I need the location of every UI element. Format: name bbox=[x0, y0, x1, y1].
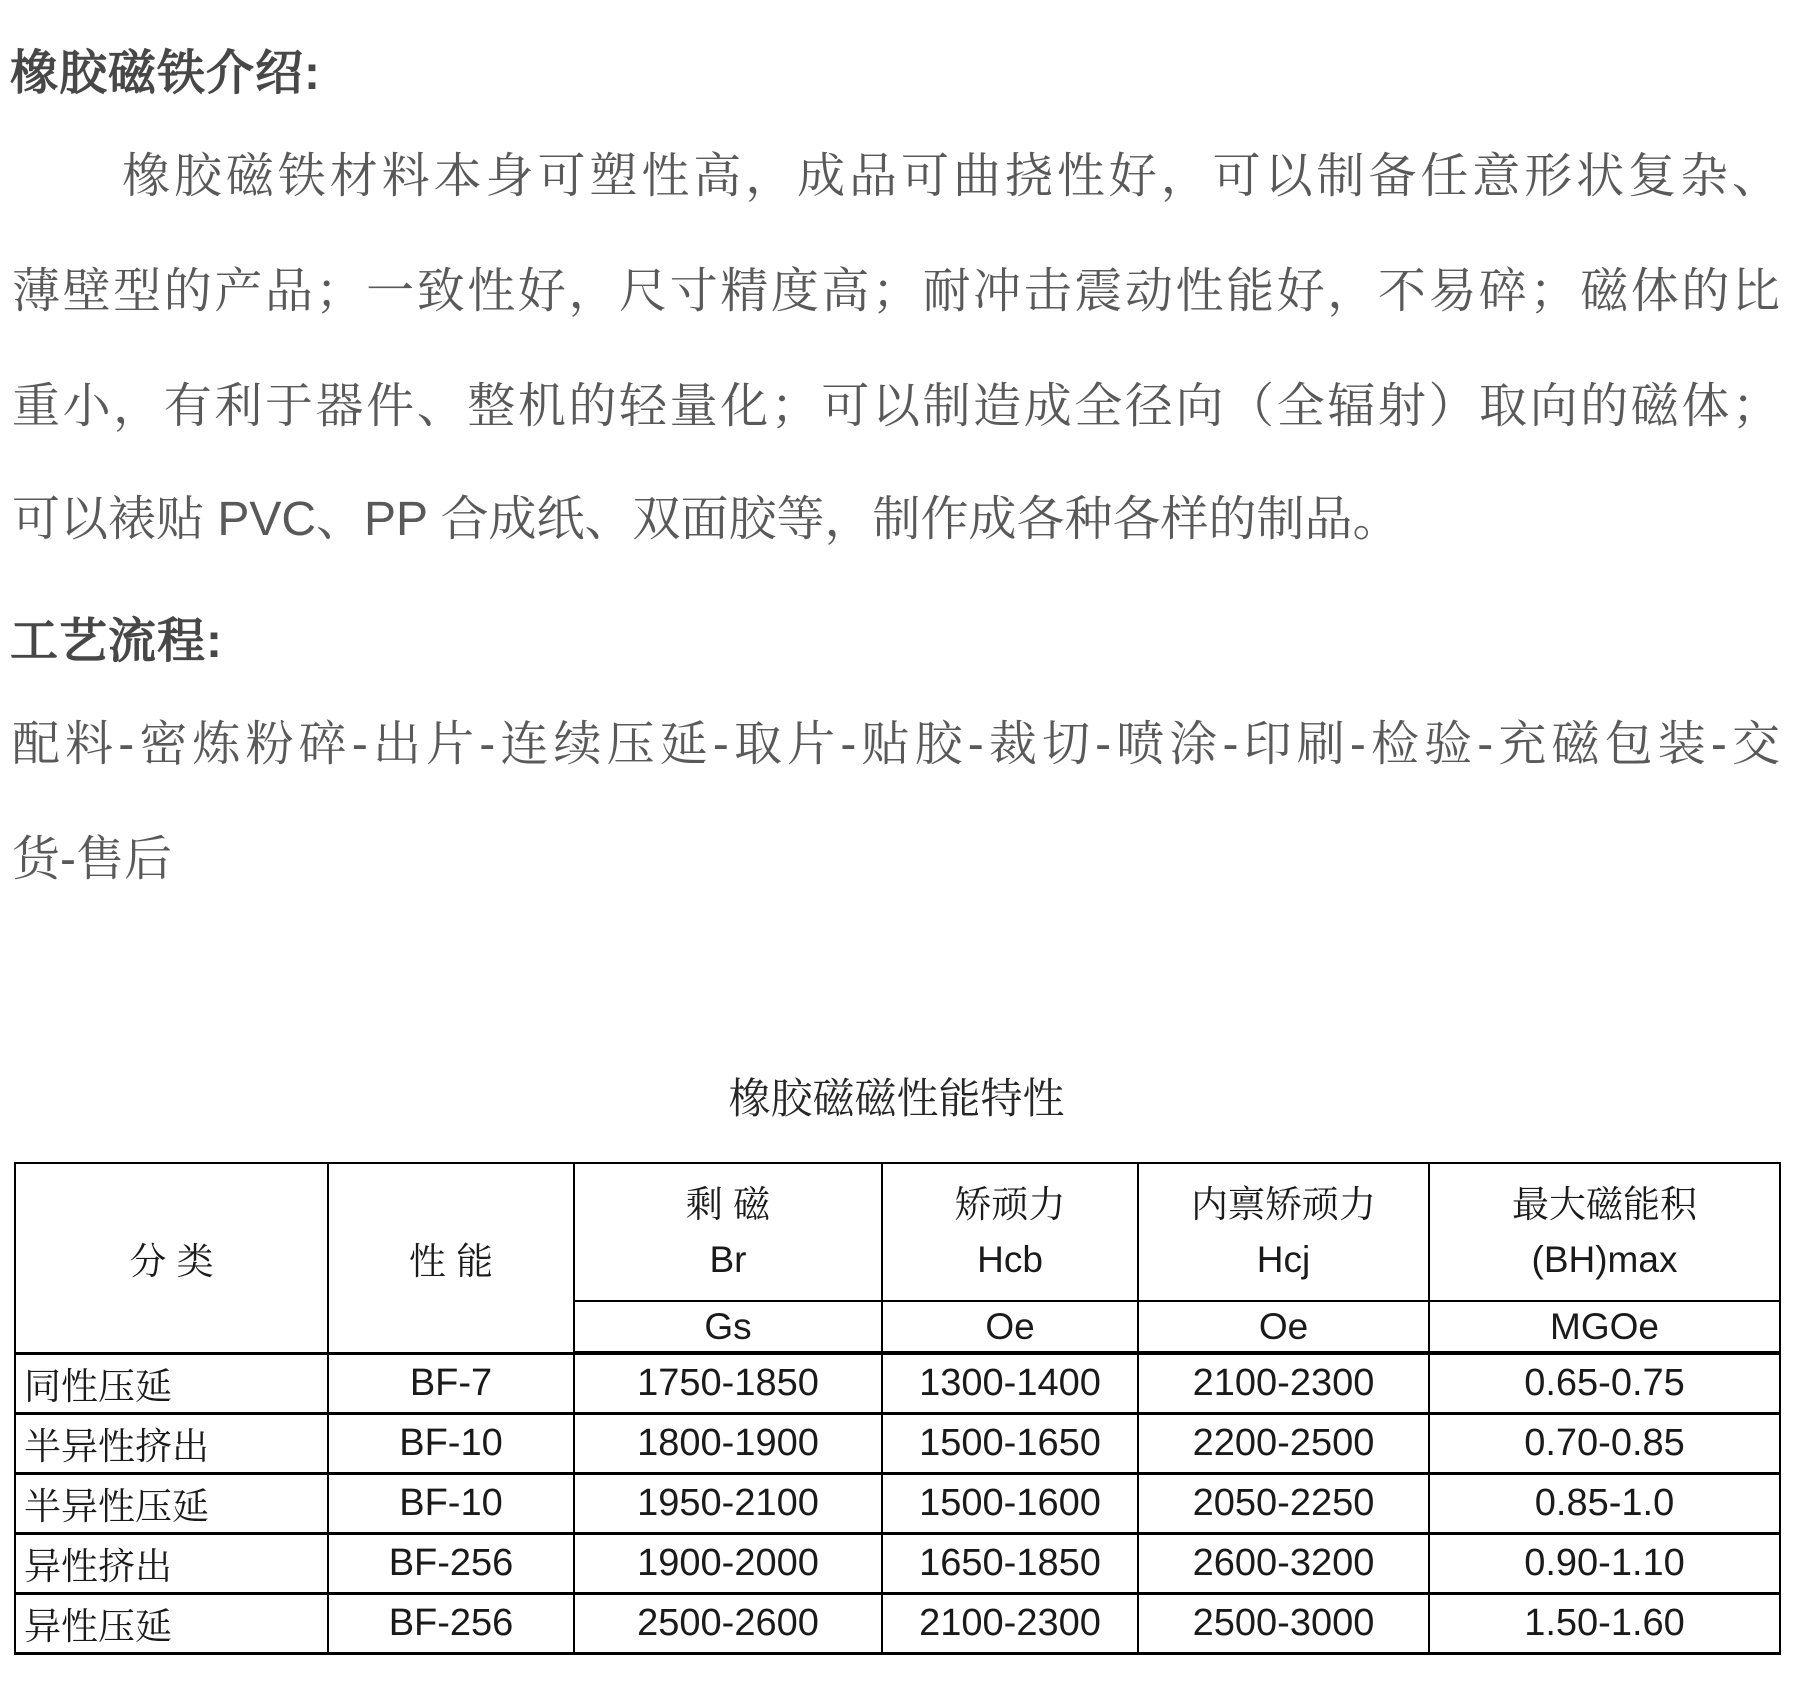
unit-br: Gs bbox=[574, 1301, 882, 1353]
intro-line-3: 重小，有利于器件、整机的轻量化；可以制造成全径向（全辐射）取向的磁体； bbox=[12, 380, 1780, 433]
table-row bbox=[15, 1593, 1780, 1653]
intro-line-1: 橡胶磁铁材料本身可塑性高，成品可曲挠性好，可以制备任意形状复杂、 bbox=[122, 150, 1780, 203]
table-header-row bbox=[15, 1163, 1780, 1301]
cell-hcb: 1650-1850 bbox=[882, 1533, 1138, 1593]
cell-classification: 同性压延 bbox=[15, 1353, 328, 1413]
col-header-hcb-symbol: Hcb bbox=[977, 1239, 1043, 1280]
cell-bhmax: 0.70-0.85 bbox=[1429, 1413, 1780, 1473]
col-header-hcj bbox=[1138, 1163, 1429, 1301]
cell-grade: BF-7 bbox=[328, 1353, 574, 1413]
cell-hcj: 2050-2250 bbox=[1138, 1473, 1429, 1533]
col-header-br bbox=[574, 1163, 882, 1301]
table-row bbox=[15, 1353, 1780, 1413]
cell-hcj: 2500-3000 bbox=[1138, 1593, 1429, 1653]
cell-hcb: 2100-2300 bbox=[882, 1593, 1138, 1653]
col-header-performance: 性 能 bbox=[328, 1163, 574, 1353]
intro-heading: 橡胶磁铁介绍: bbox=[10, 47, 321, 100]
cell-hcj: 2100-2300 bbox=[1138, 1353, 1429, 1413]
cell-br: 1800-1900 bbox=[574, 1413, 882, 1473]
cell-br: 1950-2100 bbox=[574, 1473, 882, 1533]
col-header-hcb-name: 矫顽力 bbox=[954, 1183, 1066, 1225]
unit-hcb: Oe bbox=[882, 1301, 1138, 1353]
col-header-br-name: 剩 磁 bbox=[685, 1183, 771, 1225]
col-header-br-symbol: Br bbox=[709, 1239, 747, 1280]
col-header-classification: 分 类 bbox=[15, 1163, 328, 1353]
magnetic-properties-table bbox=[14, 1162, 1781, 1655]
col-header-bhmax-name: 最大磁能积 bbox=[1512, 1183, 1697, 1225]
table-row bbox=[15, 1473, 1780, 1533]
cell-grade: BF-256 bbox=[328, 1533, 574, 1593]
cell-grade: BF-10 bbox=[328, 1473, 574, 1533]
cell-classification: 异性压延 bbox=[15, 1593, 328, 1653]
process-heading: 工艺流程: bbox=[10, 615, 223, 668]
col-header-bhmax bbox=[1429, 1163, 1780, 1301]
cell-hcj: 2200-2500 bbox=[1138, 1413, 1429, 1473]
cell-bhmax: 1.50-1.60 bbox=[1429, 1593, 1780, 1653]
cell-classification: 异性挤出 bbox=[15, 1533, 328, 1593]
intro-line-2: 薄壁型的产品；一致性好，尺寸精度高；耐冲击震动性能好，不易碎；磁体的比 bbox=[12, 265, 1780, 318]
col-header-bhmax-symbol: (BH)max bbox=[1531, 1239, 1678, 1280]
cell-grade: BF-10 bbox=[328, 1413, 574, 1473]
col-header-hcj-name: 内禀矫顽力 bbox=[1191, 1183, 1376, 1225]
process-line-1: 配料-密炼粉碎-出片-连续压延-取片-贴胶-裁切-喷涂-印刷-检验-充磁包装-交 bbox=[12, 718, 1780, 771]
cell-bhmax: 0.85-1.0 bbox=[1429, 1473, 1780, 1533]
cell-classification: 半异性压延 bbox=[15, 1473, 328, 1533]
unit-hcj: Oe bbox=[1138, 1301, 1429, 1353]
cell-hcj: 2600-3200 bbox=[1138, 1533, 1429, 1593]
cell-br: 2500-2600 bbox=[574, 1593, 882, 1653]
cell-grade: BF-256 bbox=[328, 1593, 574, 1653]
cell-hcb: 1500-1650 bbox=[882, 1413, 1138, 1473]
table-row bbox=[15, 1533, 1780, 1593]
intro-line-4: 可以裱贴 PVC、PP 合成纸、双面胶等，制作成各种各样的制品。 bbox=[12, 493, 1401, 546]
col-header-hcb bbox=[882, 1163, 1138, 1301]
table-row bbox=[15, 1413, 1780, 1473]
cell-hcb: 1500-1600 bbox=[882, 1473, 1138, 1533]
cell-classification: 半异性挤出 bbox=[15, 1413, 328, 1473]
col-header-hcj-symbol: Hcj bbox=[1256, 1239, 1311, 1280]
cell-bhmax: 0.90-1.10 bbox=[1429, 1533, 1780, 1593]
cell-bhmax: 0.65-0.75 bbox=[1429, 1353, 1780, 1413]
table-title: 橡胶磁磁性能特性 bbox=[728, 1075, 1065, 1122]
cell-hcb: 1300-1400 bbox=[882, 1353, 1138, 1413]
cell-br: 1900-2000 bbox=[574, 1533, 882, 1593]
process-line-2: 货-售后 bbox=[12, 833, 172, 886]
unit-bhmax: MGOe bbox=[1429, 1301, 1780, 1353]
cell-br: 1750-1850 bbox=[574, 1353, 882, 1413]
